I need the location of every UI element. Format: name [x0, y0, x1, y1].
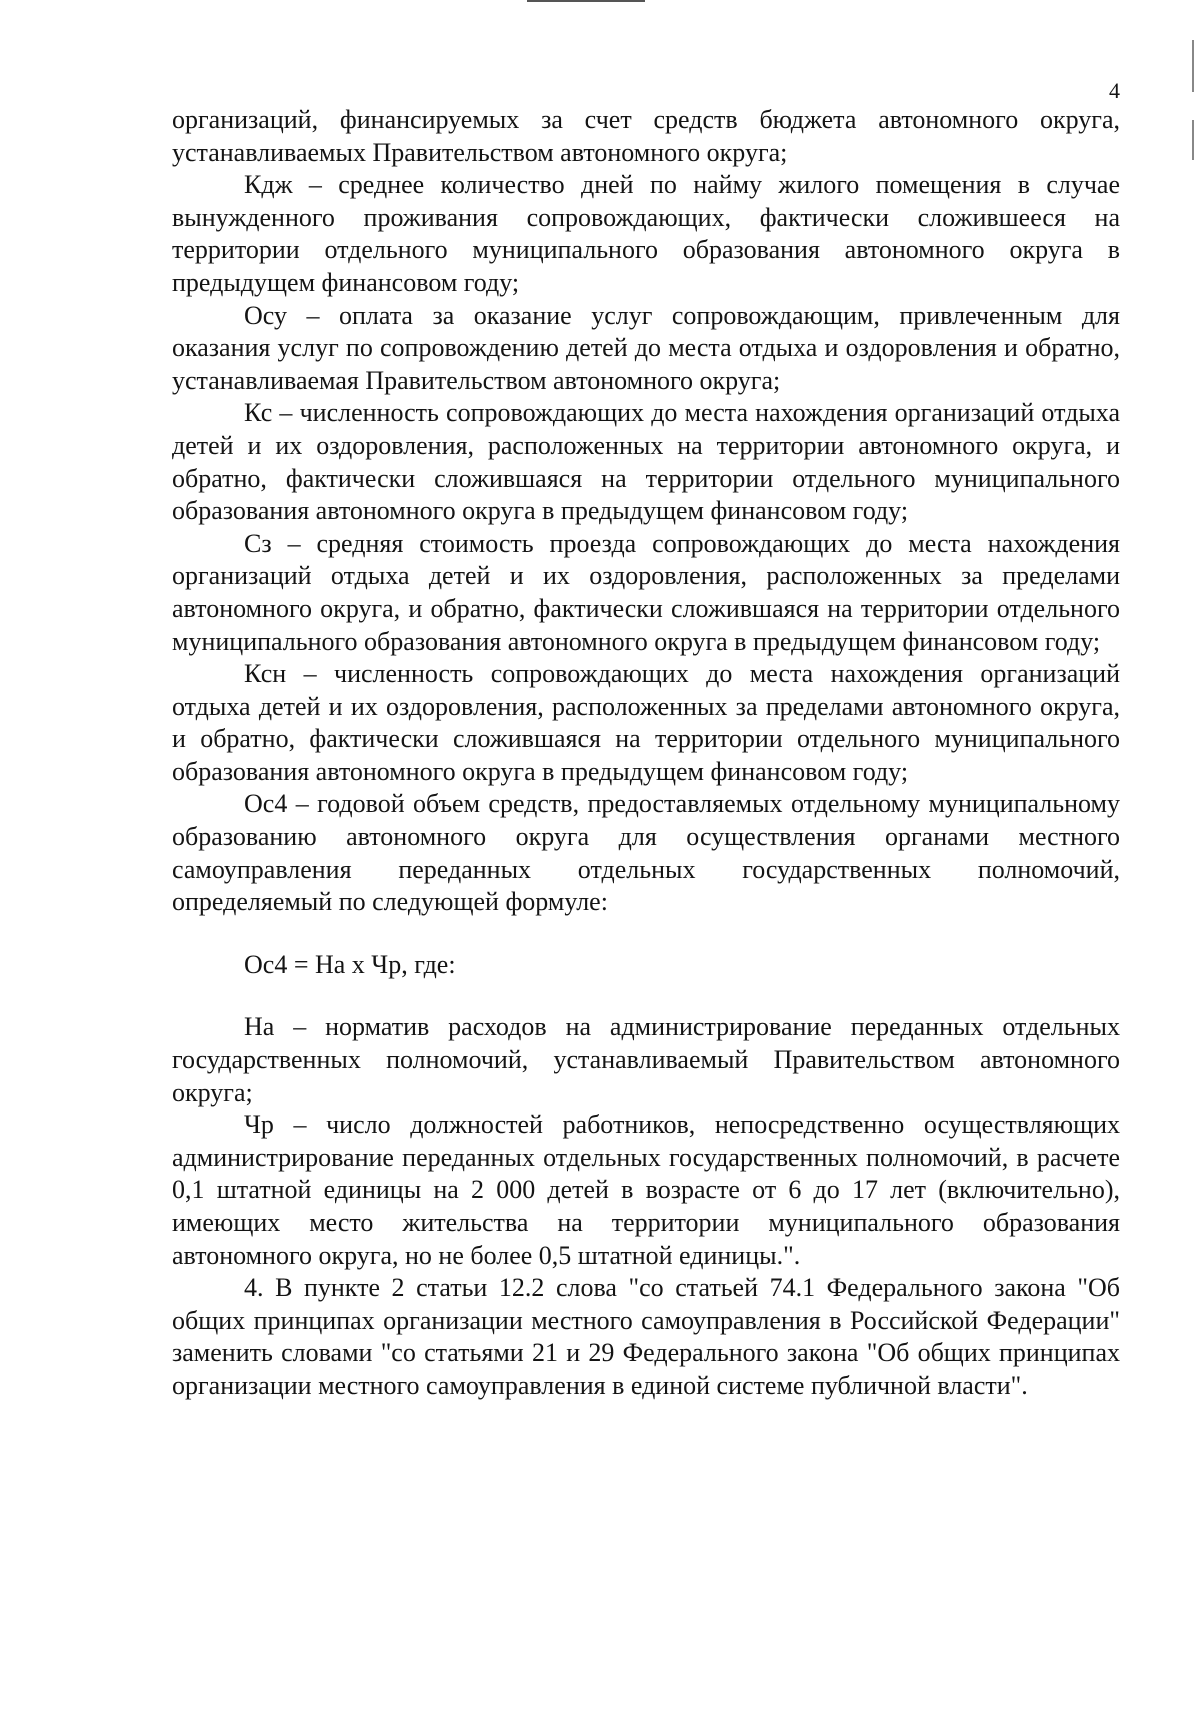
- paragraph-item-4: 4. В пункте 2 статьи 12.2 слова "со статьей 74.1 Федерального закона "Об общих принципах организации местного самоуправления в Российской Федерации" заменить словами "со статьями 21 и 29 Федерального закона "Об общих принципах организации местного самоуправления в единой системе публичной власти".: [172, 1273, 1120, 1400]
- paragraph-ks: Кс – численность сопровождающих до места нахождения организаций отдыха детей и их оздоровления, расположенных на территории автономного округа, и обратно, фактически сложившаяся на территории отдельного муниципального образования автономного округа в предыдущем финансовом году;: [172, 398, 1120, 526]
- paragraph-chr: Чр – число должностей работников, непосредственно осуществляющих администрирование переданных отдельных государственных полномочий, в расчете 0,1 штатной единицы на 2 000 детей в возрасте от 6 до 17 лет (включительно), имеющих место жительства на территории муниципального образования автономного округа, но не более 0,5 штатной единицы.".: [172, 1110, 1120, 1270]
- paragraph-na: На – норматив расходов на администрирование переданных отдельных государственных полномочий, устанавливаемый Правительством автономного округа;: [172, 1012, 1120, 1107]
- formula: Ос4 = На х Чр, где:: [244, 949, 456, 979]
- page-number: 4: [1109, 78, 1120, 103]
- scan-edge-mark: [1192, 40, 1194, 92]
- scan-edge-mark: [1192, 120, 1194, 160]
- document-body: [172, 104, 1120, 1403]
- paragraph-continuation: организаций, финансируемых за счет средств бюджета автономного округа, устанавливаемых Правительством автономного округа;: [172, 105, 1120, 167]
- top-edge-line: [527, 0, 645, 2]
- paragraph-kdzh: Кдж – среднее количество дней по найму жилого помещения в случае вынужденного проживания сопровождающих, фактически сложившееся на территории отдельного муниципального образования автономного округа в предыдущем финансовом году;: [172, 170, 1120, 297]
- paragraph-os4: Ос4 – годовой объем средств, предоставляемых отдельному муниципальному образованию автономного округа для осуществления органами местного самоуправления переданных отдельных государственных полномочий, определяемый по следующей формуле:: [172, 789, 1120, 917]
- paragraph-ksn: Ксн – численность сопровождающих до места нахождения организаций отдыха детей и их оздоровления, расположенных за пределами автономного округа, и обратно, фактически сложившаяся на территории отдельного муниципального образования автономного округа в предыдущем финансовом году;: [172, 659, 1120, 786]
- paragraph-osu: Осу – оплата за оказание услуг сопровождающим, привлеченным для оказания услуг по сопровождению детей до места отдыха и оздоровления и обратно, устанавливаемая Правительством автономного округа;: [172, 300, 1120, 395]
- paragraph-sz: Сз – средняя стоимость проезда сопровождающих до места нахождения организаций отдыха детей и их оздоровления, расположенных за пределами автономного округа, и обратно, фактически сложившаяся на территории отдельного муниципального образования автономного округа в предыдущем финансовом году;: [172, 528, 1120, 656]
